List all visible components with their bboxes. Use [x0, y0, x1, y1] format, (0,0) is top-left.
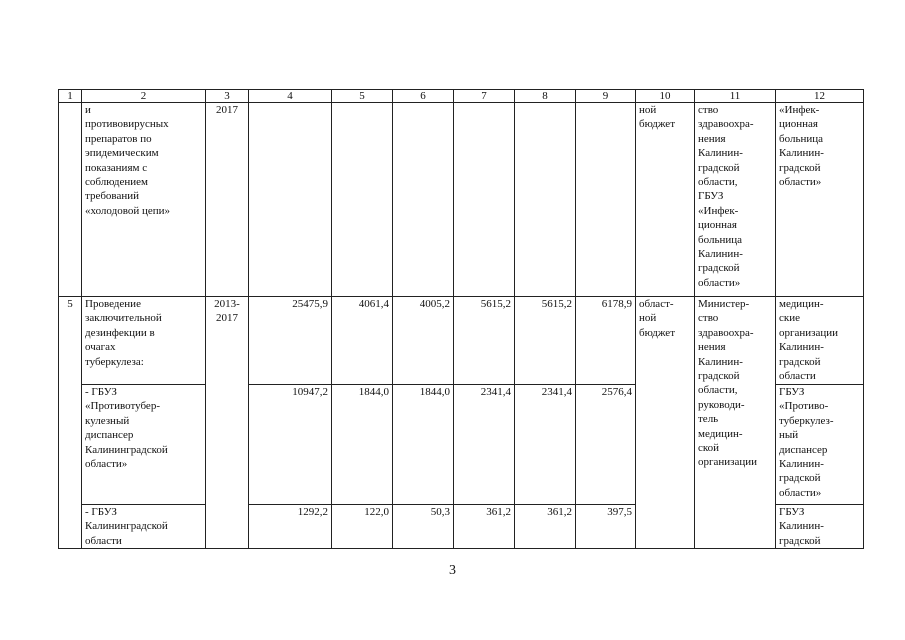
- cell-value: 397,5: [576, 505, 636, 549]
- table-row-5: [59, 297, 864, 385]
- cell-value: 1292,2: [249, 505, 332, 549]
- cell-funding-source: ной бюджет: [636, 103, 695, 297]
- cell-period: 2013- 2017: [206, 297, 249, 549]
- cell-value: [332, 103, 393, 297]
- program-table: [58, 89, 864, 549]
- column-number: 9: [576, 90, 636, 103]
- table-row-continuation: [59, 103, 864, 297]
- cell-value: [393, 103, 454, 297]
- column-number: 7: [454, 90, 515, 103]
- cell-executor: ГБУЗ «Противо- туберкулез- ный диспансер Калинин- градской области»: [776, 385, 864, 505]
- cell-activity: Проведение заключительной дезинфекции в очагах туберкулеза:: [82, 297, 206, 385]
- cell-value: [249, 103, 332, 297]
- cell-value: 361,2: [515, 505, 576, 549]
- cell-executor: «Инфек- ционная больница Калинин- градской области»: [776, 103, 864, 297]
- cell-value: 361,2: [454, 505, 515, 549]
- page-number: 3: [449, 563, 456, 578]
- cell-responsible: ство здравоохра- нения Калинин- градской области, ГБУЗ «Инфек- ционная больница Калинин- градской области»: [695, 103, 776, 297]
- column-number: 11: [695, 90, 776, 103]
- column-number-row: [59, 90, 864, 103]
- column-number: 4: [249, 90, 332, 103]
- column-number: 3: [206, 90, 249, 103]
- cell-value: 10947,2: [249, 385, 332, 505]
- column-number: 1: [59, 90, 82, 103]
- column-number: 8: [515, 90, 576, 103]
- cell-period: 2017: [206, 103, 249, 297]
- cell-executor: медицин- ские организации Калинин- градской области: [776, 297, 864, 385]
- cell-value: 2341,4: [515, 385, 576, 505]
- cell-executor: ГБУЗ Калинин- градской: [776, 505, 864, 549]
- cell-value: 25475,9: [249, 297, 332, 385]
- cell-funding-source: област- ной бюджет: [636, 297, 695, 549]
- cell-value: 5615,2: [454, 297, 515, 385]
- cell-number: 5: [59, 297, 82, 549]
- column-number: 2: [82, 90, 206, 103]
- column-number: 6: [393, 90, 454, 103]
- cell-value: [576, 103, 636, 297]
- cell-value: 5615,2: [515, 297, 576, 385]
- cell-value: [515, 103, 576, 297]
- cell-value: [454, 103, 515, 297]
- cell-value: 2576,4: [576, 385, 636, 505]
- column-number: 10: [636, 90, 695, 103]
- cell-value: 2341,4: [454, 385, 515, 505]
- cell-value: 4061,4: [332, 297, 393, 385]
- cell-value: 1844,0: [332, 385, 393, 505]
- column-number: 5: [332, 90, 393, 103]
- cell-activity: - ГБУЗ «Противотубер- кулезный диспансер Калининградской области»: [82, 385, 206, 505]
- cell-value: 122,0: [332, 505, 393, 549]
- cell-responsible: Министер- ство здравоохра- нения Калинин- градской области, руководи- тель медицин- ской организации: [695, 297, 776, 549]
- cell-value: 1844,0: [393, 385, 454, 505]
- cell-value: 4005,2: [393, 297, 454, 385]
- cell-activity: и противовирусных препаратов по эпидемическим показаниям с соблюдением требований «холодовой цепи»: [82, 103, 206, 297]
- cell-value: 50,3: [393, 505, 454, 549]
- cell-number: [59, 103, 82, 297]
- cell-value: 6178,9: [576, 297, 636, 385]
- column-number: 12: [776, 90, 864, 103]
- cell-activity: - ГБУЗ Калининградской области: [82, 505, 206, 549]
